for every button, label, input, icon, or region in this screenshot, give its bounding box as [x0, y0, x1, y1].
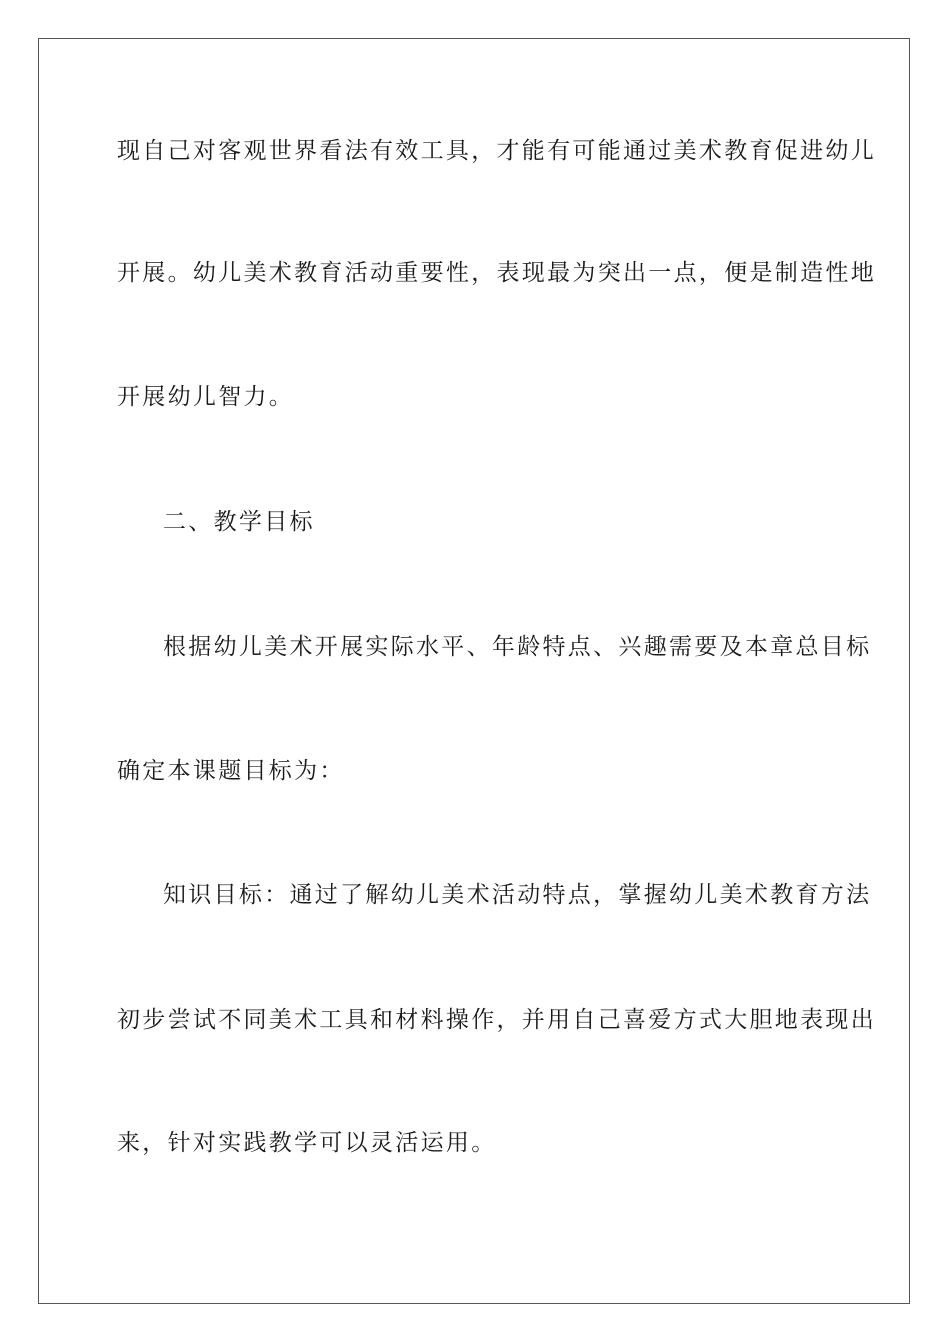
page-border	[38, 38, 910, 1304]
paragraph-line-3: 开展幼儿智力。	[117, 384, 295, 410]
paragraph-line-2: 开展。幼儿美术教育活动重要性，表现最为突出一点，便是制造性地	[117, 260, 876, 286]
paragraph-line-5: 确定本课题目标为：	[117, 758, 345, 784]
paragraph-line-4: 根据幼儿美术开展实际水平、年龄特点、兴趣需要及本章总目标	[163, 634, 872, 660]
paragraph-line-1: 现自己对客观世界看法有效工具，才能有可能通过美术教育促进幼儿	[117, 138, 876, 164]
section-heading: 二、教学目标	[163, 509, 315, 535]
paragraph-line-7: 初步尝试不同美术工具和材料操作，并用自己喜爱方式大胆地表现出	[117, 1007, 876, 1033]
paragraph-line-8: 来，针对实践教学可以灵活运用。	[117, 1130, 497, 1156]
paragraph-line-6: 知识目标：通过了解幼儿美术活动特点，掌握幼儿美术教育方法	[163, 882, 872, 908]
